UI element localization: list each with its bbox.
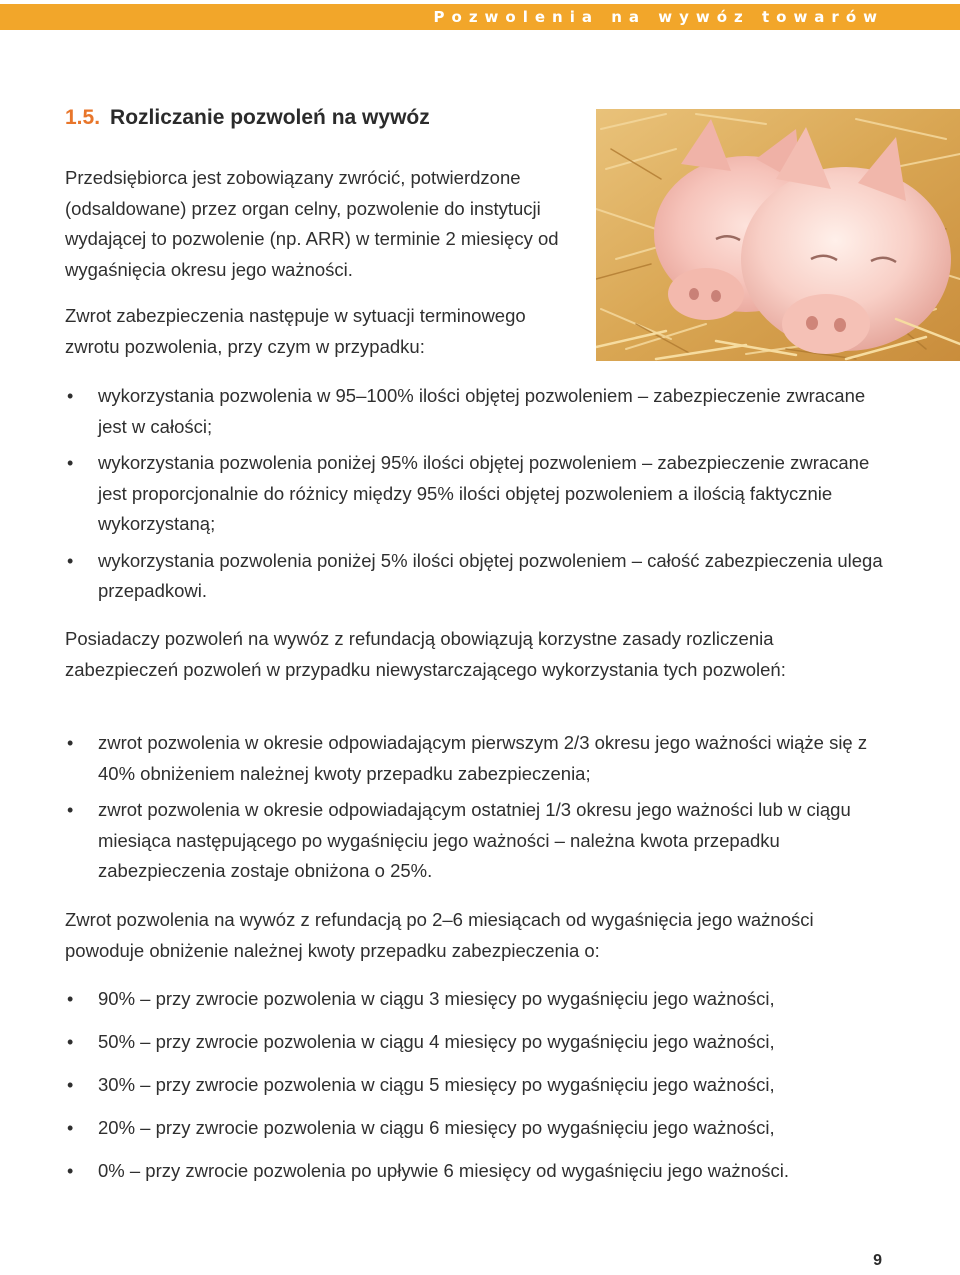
section-title: Rozliczanie pozwoleń na wywóz [110, 106, 430, 129]
list-item: • 0% – przy zwrocie pozwolenia po upływie 6 miesięcy od wygaśnięciu jego ważności. [65, 1156, 885, 1187]
bullet-icon: • [67, 800, 74, 820]
bullet-icon: • [67, 1032, 74, 1052]
bullet-icon: • [67, 453, 74, 473]
piglets-illustration [596, 109, 960, 361]
section-number: 1.5. [65, 106, 101, 129]
list-item: • 50% – przy zwrocie pozwolenia w ciągu 4 miesięcy po wygaśnięciu jego ważności, [65, 1027, 885, 1058]
paragraph-return-obligation: Przedsiębiorca jest zobowiązany zwrócić, potwierdzone (odsaldowane) przez organ celny, pozwolenie do instytucji wydającej to pozwolenie (np. ARR) w terminie 2 miesięcy od wygaśnięcia okresu jego ważności. [65, 167, 559, 280]
bullet-icon: • [67, 989, 74, 1009]
bullet-icon: • [67, 386, 74, 406]
bullet-icon: • [67, 1118, 74, 1138]
refund-rules-list [65, 728, 885, 893]
list-item: • 90% – przy zwrocie pozwolenia w ciągu 3 miesięcy po wygaśnięciu jego ważności, [65, 984, 885, 1015]
piglets-photo [596, 109, 960, 361]
paragraph-late-return: Zwrot pozwolenia na wywóz z refundacją po 2–6 miesiącach od wygaśnięcia jego ważności powoduje obniżenie należnej kwoty przepadku zabezpieczenia o: [65, 909, 814, 961]
list-item: • wykorzystania pozwolenia w 95–100% ilości objętej pozwoleniem – zabezpieczenie zwracane jest w całości; [65, 381, 885, 442]
bullet-icon: • [67, 1075, 74, 1095]
bullet-icon: • [67, 733, 74, 753]
section-heading [65, 106, 430, 130]
paragraph-security-return: Zwrot zabezpieczenia następuje w sytuacji terminowego zwrotu pozwolenia, przy czym w przypadku: [65, 305, 526, 357]
paragraph-refund-holders: Posiadaczy pozwoleń na wywóz z refundacją obowiązują korzystne zasady rozliczenia zabezpieczeń pozwoleń w przypadku niewystarczającego wykorzystania tych pozwoleń: [65, 628, 786, 680]
list-item: • zwrot pozwolenia w okresie odpowiadającym ostatniej 1/3 okresu jego ważności lub w ciągu miesiąca następującego po wygaśnięciu jego ważności – należna kwota przepadku zabezpieczenia zostaje obniżona o 25%. [65, 795, 885, 887]
list-item: • 20% – przy zwrocie pozwolenia w ciągu 6 miesięcy po wygaśnięciu jego ważności, [65, 1113, 885, 1144]
page-number: 9 [873, 1252, 882, 1269]
header-bar [0, 4, 960, 30]
list-item: • zwrot pozwolenia w okresie odpowiadającym pierwszym 2/3 okresu jego ważności wiąże się z 40% obniżeniem należnej kwoty przepadku zabezpieczenia; [65, 728, 885, 789]
bullet-icon: • [67, 550, 74, 571]
bullet-icon: • [67, 1161, 74, 1181]
reduction-rates-list [65, 984, 885, 1199]
list-item: • 30% – przy zwrocie pozwolenia w ciągu 5 miesięcy po wygaśnięciu jego ważności, [65, 1070, 885, 1101]
list-item: • wykorzystania pozwolenia poniżej 5% ilości objętej pozwoleniem – całość zabezpieczenia ulega przepadkowi. [65, 546, 885, 607]
list-item: • wykorzystania pozwolenia poniżej 95% ilości objętej pozwoleniem – zabezpieczenie zwracane jest proporcjonalnie do różnicy między 95% ilości objętej pozwoleniem a ilością faktycznie wykorzystaną; [65, 448, 885, 540]
header-title: Pozwolenia na wywóz towarów [433, 8, 884, 26]
usage-cases-list [65, 381, 885, 613]
